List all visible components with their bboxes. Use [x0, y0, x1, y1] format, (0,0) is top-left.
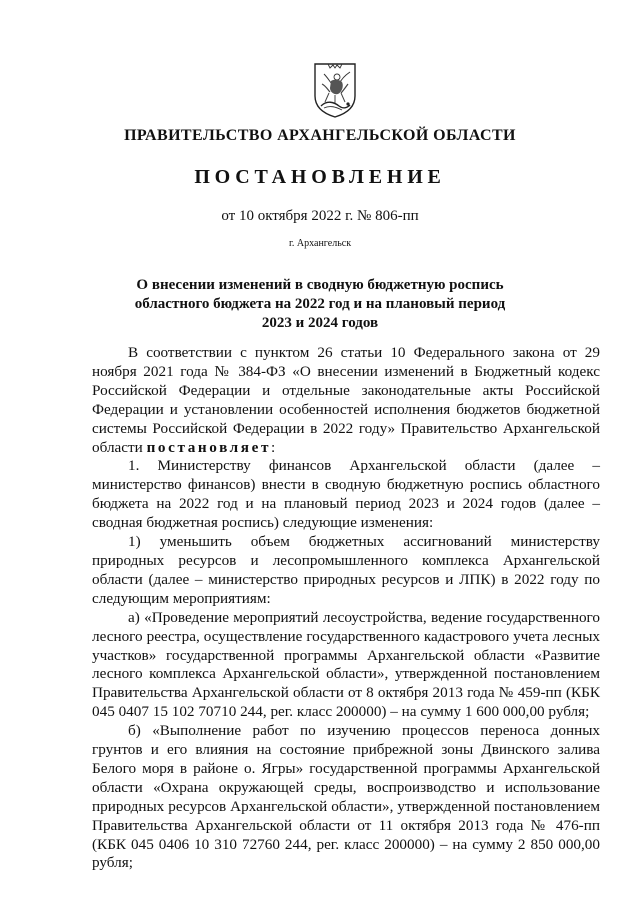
title-line-2: областного бюджета на 2022 год и на плановый период: [134, 296, 506, 312]
document-date-number: от 10 октября 2022 г. № 806-пп: [221, 208, 419, 224]
paragraph-item-a: а) «Проведение мероприятий лесоустройства, ведение государственного лесного реестра, осуществление государственного кадастрового учета лесных участков» государственной программы Архангельской области «Развитие лесного комплекса Архангельской области», утвержденной постановлением Правительства Архангельской области от 8 октября 2013 года № 459-пп (КБК 045 0407 15 102 70710 244, рег. класс 200000) – на сумму 1 600 000,00 рубля;: [92, 608, 600, 721]
paragraph-item-1: 1. Министерству финансов Архангельской области (далее – министерство финансов) внести в сводную бюджетную роспись областного бюджета на 2022 год и на плановый период 2023 и 2024 годов (далее – сводная бюджетная роспись) следующие изменения:: [92, 457, 600, 532]
paragraph-item-b: б) «Выполнение работ по изучению процессов переноса донных грунтов и его влияния на состояние прибрежной зоны Двинского залива Белого моря в районе о. Ягры» государственной программы Архангельской области «Охрана окружающей среды, воспроизводство и использование природных ресурсов Архангельской области», утвержденной постановлением Правительства Архангельской области от 11 октября 2013 года № 476-пп (КБК 045 0406 10 310 72760 244, рег. класс 200000) – на сумму 2 850 000,00 рубля;: [92, 722, 600, 872]
preamble-end: :: [271, 438, 276, 456]
document-type: ПОСТАНОВЛЕНИЕ: [194, 166, 446, 188]
arkhangelsk-coat-of-arms-icon: [312, 62, 358, 118]
preamble-emphasis: постановляет: [146, 438, 272, 456]
title-line-3: 2023 и 2024 годов: [261, 315, 379, 331]
preamble-paragraph: [92, 344, 600, 457]
title-line-1: О внесении изменений в сводную бюджетную роспись: [136, 277, 504, 293]
document-city: г. Архангельск: [288, 238, 352, 249]
document-body: [92, 344, 600, 873]
document-title: [120, 276, 520, 333]
paragraph-item-1-1: 1) уменьшить объем бюджетных ассигнований министерству природных ресурсов и лесопромышленного комплекса Архангельской области (далее – министерство природных ресурсов и ЛПК) в 2022 году по следующим мероприятиям:: [92, 533, 600, 607]
preamble-text: В соответствии с пунктом 26 статьи 10 Федерального закона от 29 ноября 2021 года № 384-ФЗ «О внесении изменений в Бюджетный кодекс Российской Федерации и отдельные законодательные акты Российской Федерации и установлении особенностей исполнения бюджетов бюджетной системы Российской Федерации в 2022 году» Правительство Архангельской области: [92, 344, 600, 456]
government-name: ПРАВИТЕЛЬСТВО АРХАНГЕЛЬСКОЙ ОБЛАСТИ: [124, 127, 516, 144]
